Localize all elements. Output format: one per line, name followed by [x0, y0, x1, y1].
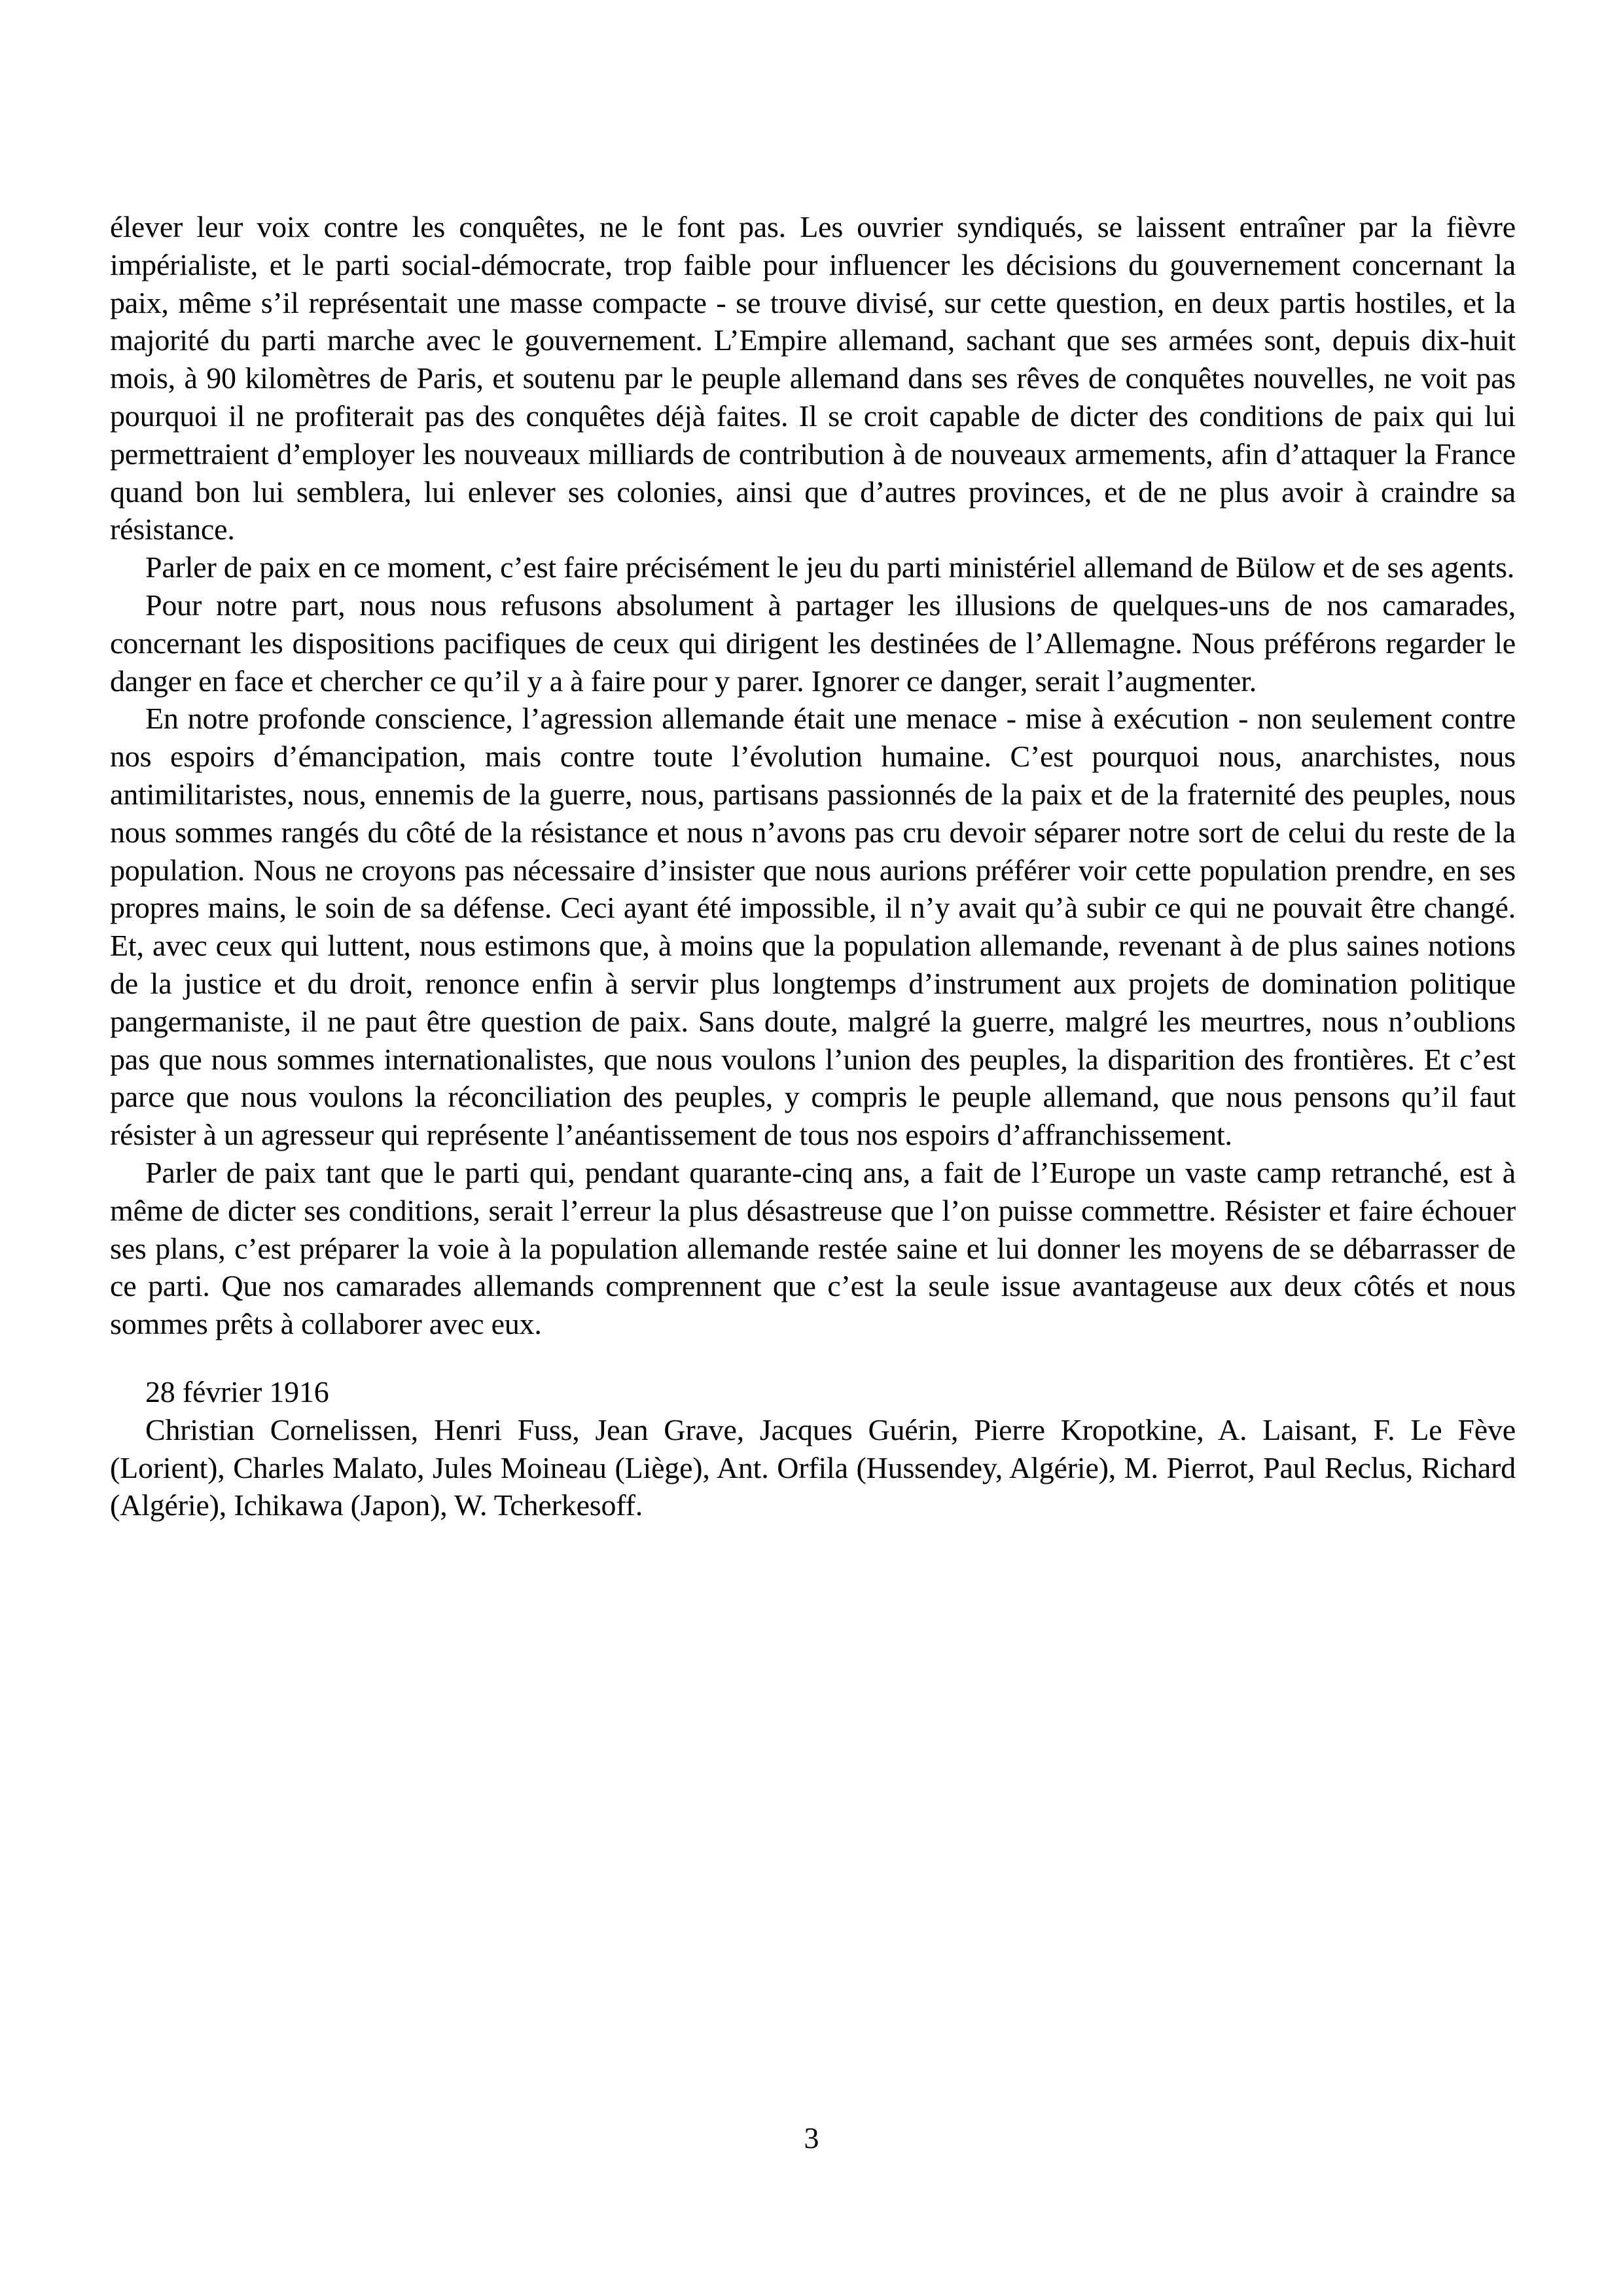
paragraph-en-notre-profonde-conscience: En notre profonde conscience, l’agression allemande était une menace - mise à exécution - non seulement contre nos espoirs d’émancipation, mais contre toute l’évolution humaine. C’est pourquoi nous, anarchistes, nous antimilitaristes, nous, ennemis de la guerre, nous, partisans passionnés de la paix et de la fraternité des peuples, nous nous sommes rangés du côté de la résistance et nous n’avons pas cru devoir séparer notre sort de celui du reste de la population. Nous ne croyons pas nécessaire d’insister que nous aurions préférer voir cette population prendre, en ses propres mains, le soin de sa défense. Ceci ayant été impossible, il n’y avait qu’à subir ce qui ne pouvait être changé. Et, avec ceux qui luttent, nous estimons que, à moins que la population allemande, revenant à de plus saines notions de la justice et du droit, renonce enfin à servir plus longtemps d’instrument aux projets de domination politique pangermaniste, il ne paut être question de paix. Sans doute, malgré la guerre, malgré les meurtres, nous n’oublions pas que nous sommes internationalistes, que nous voulons l’union des peuples, la disparition des frontières. Et c’est parce que nous voulons la réconciliation des peuples, y compris le peuple allemand, que nous pensons qu’il faut résister à un agresseur qui représente l’anéantissement de tous nos espoirs d’affranchissement. [110, 702, 1516, 1152]
paragraph-parler-de-paix-tant-que: Parler de paix tant que le parti qui, pendant quarante-cinq ans, a fait de l’Europe un vaste camp retranché, est à même de dicter ses conditions, serait l’erreur la plus désastreuse que l’on puisse commettre. Résister et faire échouer ses plans, c’est préparer la voie à la population allemande restée saine et lui donner les moyens de se débarrasser de ce parti. Que nos camarades allemands comprennent que c’est la seule issue avantageuse aux deux côtés et nous sommes prêts à collaborer avec eux. [110, 1155, 1516, 1341]
text-block [110, 208, 1516, 1524]
paragraph-continuation: élever leur voix contre les conquêtes, ne le font pas. Les ouvrier syndiqués, se laissent entraîner par la fièvre impérialiste, et le parti social-démocrate, trop faible pour influencer les décisions du gouvernement concernant la paix, même s’il représentait une masse compacte - se trouve divisé, sur cette question, en deux partis hostiles, et la majorité du parti marche avec le gouvernement. L’Empire allemand, sachant que ses armées sont, depuis dix-huit mois, à 90 kilomètres de Paris, et soutenu par le peuple allemand dans ses rêves de conquêtes nouvelles, ne voit pas pourquoi il ne profiterait pas des conquêtes déjà faites. Il se croit capable de dicter des conditions de paix qui lui permettraient d’employer les nouveaux milliards de contribution à de nouveaux armements, afin d’attaquer la France quand bon lui semblera, lui enlever ses colonies, ainsi que d’autres provinces, et de ne plus avoir à craindre sa résistance. [110, 210, 1516, 547]
paragraph-pour-notre-part: Pour notre part, nous nous refusons absolument à partager les illusions de quelques-uns de nos camarades, concernant les dispositions pacifiques de ceux qui dirigent les destinées de l’Allemagne. Nous préférons regarder le danger en face et chercher ce qu’il y a à faire pour y parer. Ignorer ce danger, serait l’augmenter. [110, 588, 1516, 698]
date-line: 28 février 1916 [145, 1374, 329, 1408]
page-number: 3 [804, 2121, 819, 2155]
paragraph-parler-de-paix: Parler de paix en ce moment, c’est faire précisément le jeu du parti ministériel allemand de Bülow et de ses agents. [145, 550, 1515, 584]
signatures-paragraph: Christian Cornelissen, Henri Fuss, Jean Grave, Jacques Guérin, Pierre Kropotkine, A. Laisant, F. Le Fève (Lorient), Charles Malato, Jules Moineau (Liège), Ant. Orfila (Hussendey, Algérie), M. Pierrot, Paul Reclus, Richard (Algérie), Ichikawa (Japon), W. Tcherkesoff. [110, 1412, 1516, 1522]
